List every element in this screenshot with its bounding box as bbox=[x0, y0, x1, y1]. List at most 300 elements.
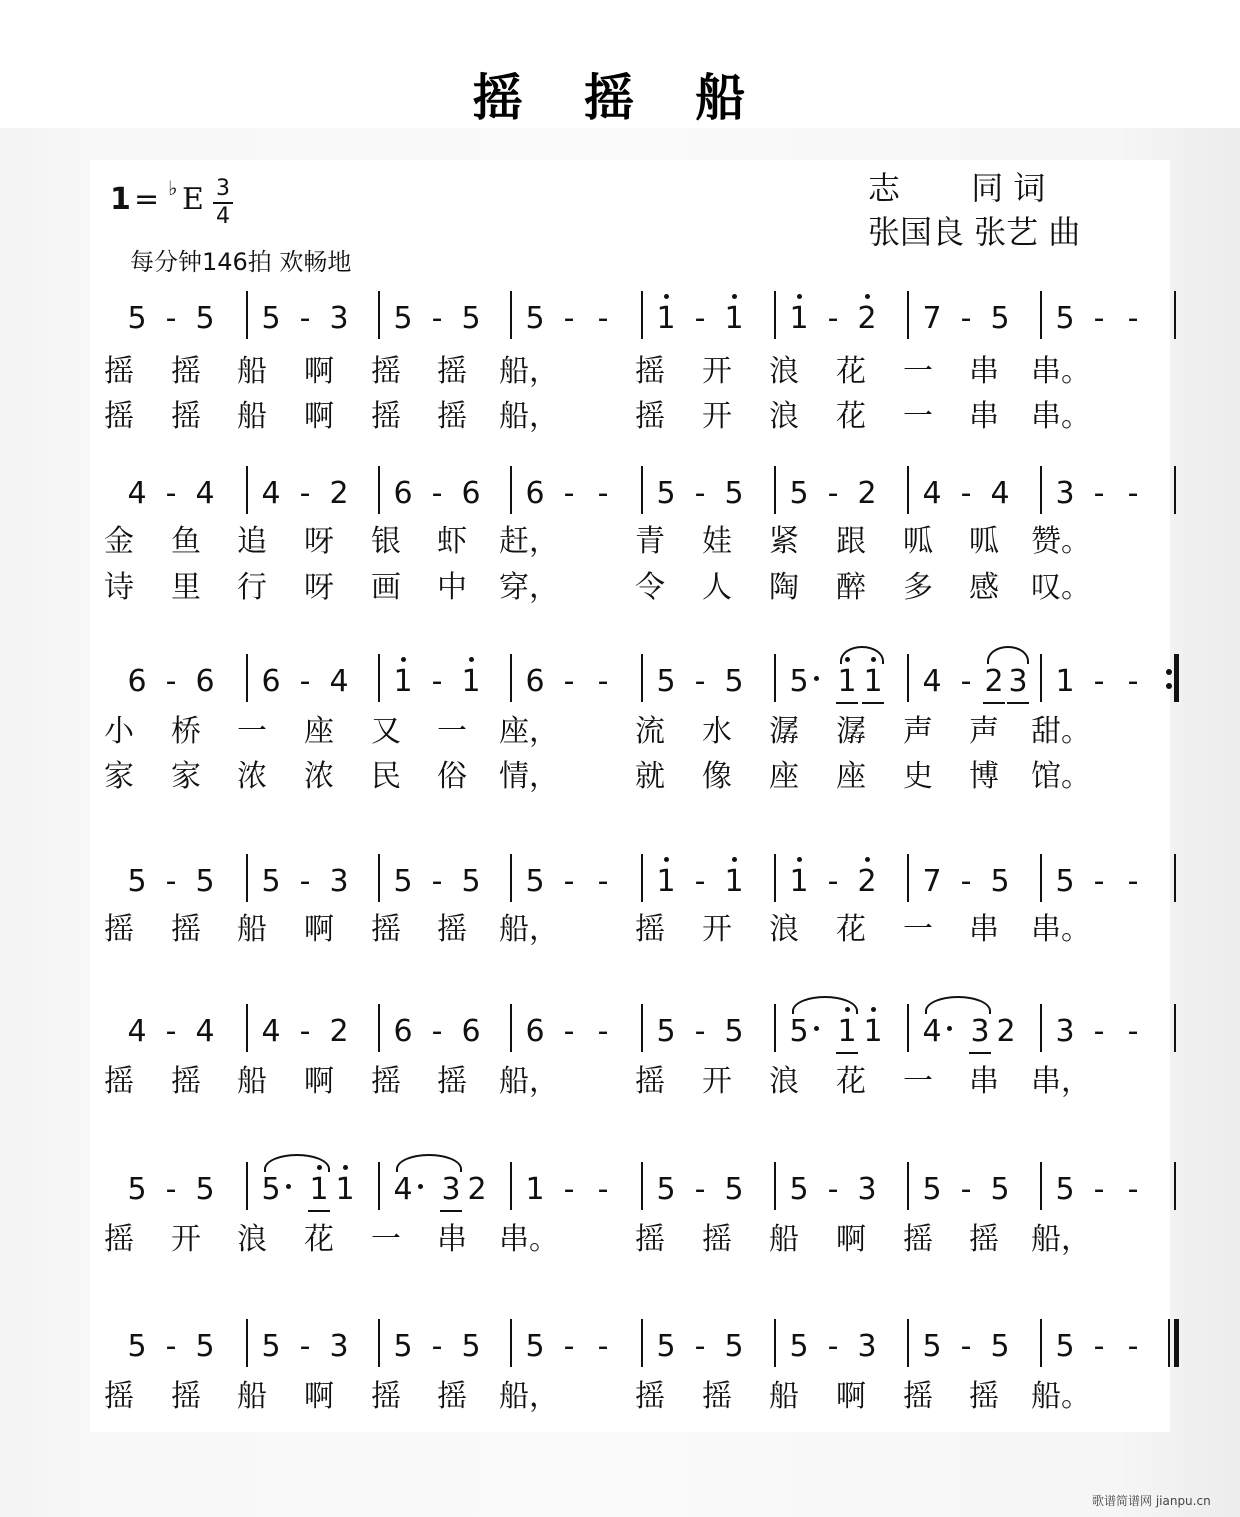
note: 5 bbox=[789, 1014, 809, 1049]
dash: - bbox=[597, 864, 609, 899]
barline bbox=[1040, 1319, 1042, 1367]
lyric-char: 船， bbox=[499, 1379, 559, 1414]
barline bbox=[1174, 466, 1176, 514]
dash: - bbox=[1127, 1014, 1139, 1049]
note: 1 bbox=[1055, 664, 1075, 699]
barline bbox=[641, 291, 643, 339]
note: 3 bbox=[857, 1172, 877, 1207]
lyric-char: 船， bbox=[499, 912, 559, 947]
note: 5 bbox=[195, 1329, 215, 1364]
note: 6 bbox=[461, 1014, 481, 1049]
high-octave-dot bbox=[343, 1165, 348, 1170]
barline bbox=[641, 1162, 643, 1210]
barline bbox=[510, 654, 512, 702]
note: 1 bbox=[308, 1170, 330, 1212]
lyric-char: 呱 bbox=[903, 524, 933, 559]
lyric-line bbox=[100, 1220, 1170, 1260]
dash: - bbox=[563, 664, 575, 699]
note: 3 bbox=[1055, 476, 1075, 511]
key-tonic: 1 bbox=[110, 182, 131, 217]
note: 5 bbox=[724, 1172, 744, 1207]
lyric-char: 家 bbox=[104, 759, 134, 794]
lyric-char: 摇 bbox=[104, 1064, 134, 1099]
lyric-char: 像 bbox=[702, 759, 732, 794]
note: 2 bbox=[329, 1014, 349, 1049]
lyric-char: 浓 bbox=[237, 759, 267, 794]
high-octave-dot bbox=[797, 857, 802, 862]
note: 4 bbox=[127, 1014, 147, 1049]
lyric-char: 串。 bbox=[499, 1222, 559, 1257]
dash: - bbox=[694, 1172, 706, 1207]
lyric-char: 船 bbox=[237, 1064, 267, 1099]
note: 5 bbox=[724, 1014, 744, 1049]
notation-line bbox=[100, 1168, 1170, 1220]
lyric-char: 摇 bbox=[437, 354, 467, 389]
note: 1 bbox=[655, 862, 677, 902]
barline bbox=[1040, 1162, 1042, 1210]
dash: - bbox=[563, 1172, 575, 1207]
augmentation-dot bbox=[814, 676, 819, 681]
dash: - bbox=[1093, 1329, 1105, 1364]
dash: - bbox=[694, 864, 706, 899]
dash: - bbox=[694, 664, 706, 699]
dash: - bbox=[1093, 1172, 1105, 1207]
lyric-char: 跟 bbox=[836, 524, 866, 559]
lyric-char: 人 bbox=[702, 570, 732, 605]
lyric-char: 啊 bbox=[304, 354, 334, 389]
note: 4 bbox=[393, 1172, 413, 1207]
lyric-char: 穿， bbox=[499, 570, 559, 605]
note: 3 bbox=[857, 1329, 877, 1364]
dash: - bbox=[299, 864, 311, 899]
dash: - bbox=[431, 664, 443, 699]
note: 5 bbox=[990, 301, 1010, 336]
lyric-char: 船 bbox=[237, 399, 267, 434]
note: 3 bbox=[440, 1170, 462, 1212]
lyric-char: 啊 bbox=[304, 399, 334, 434]
lyric-char: 花 bbox=[836, 399, 866, 434]
lyric-char: 开 bbox=[702, 399, 732, 434]
note: 5 bbox=[789, 1329, 809, 1364]
barline bbox=[1040, 1004, 1042, 1052]
key-letter: E bbox=[182, 182, 204, 217]
barline bbox=[378, 1162, 380, 1210]
note: 5 bbox=[789, 664, 809, 699]
lyric-line bbox=[100, 910, 1170, 950]
time-signature bbox=[212, 176, 234, 230]
lyric-char: 摇 bbox=[903, 1379, 933, 1414]
barline bbox=[510, 1004, 512, 1052]
lyric-char: 串 bbox=[969, 354, 999, 389]
note: 3 bbox=[1055, 1014, 1075, 1049]
dash: - bbox=[563, 1014, 575, 1049]
barline bbox=[1040, 466, 1042, 514]
lyric-char: 摇 bbox=[171, 1064, 201, 1099]
note: 1 bbox=[788, 862, 810, 902]
lyric-char: 赶， bbox=[499, 524, 559, 559]
barline bbox=[246, 654, 248, 702]
note: 3 bbox=[969, 1012, 991, 1054]
dash: - bbox=[165, 1329, 177, 1364]
note: 5 bbox=[525, 301, 545, 336]
note: 5 bbox=[656, 1172, 676, 1207]
dash: - bbox=[165, 1172, 177, 1207]
barline bbox=[1040, 654, 1042, 702]
lyric-char: 俗 bbox=[437, 759, 467, 794]
lyric-char: 开 bbox=[702, 354, 732, 389]
note: 5 bbox=[393, 301, 413, 336]
dash: - bbox=[431, 476, 443, 511]
note: 3 bbox=[329, 1329, 349, 1364]
lyric-char: 啊 bbox=[304, 1064, 334, 1099]
lyric-char: 追 bbox=[237, 524, 267, 559]
note: 5 bbox=[1055, 1329, 1075, 1364]
dash: - bbox=[597, 1172, 609, 1207]
lyric-char: 啊 bbox=[836, 1222, 866, 1257]
dash: - bbox=[431, 301, 443, 336]
barline bbox=[1040, 291, 1042, 339]
note: 1 bbox=[392, 662, 414, 702]
note: 6 bbox=[127, 664, 147, 699]
note: 5 bbox=[261, 1172, 281, 1207]
dash: - bbox=[960, 1172, 972, 1207]
dash: - bbox=[431, 1014, 443, 1049]
lyric-char: 摇 bbox=[635, 354, 665, 389]
lyric-line bbox=[100, 1062, 1170, 1102]
note: 2 bbox=[996, 1014, 1016, 1049]
repeat-dot bbox=[1166, 683, 1172, 689]
barline bbox=[1174, 291, 1176, 339]
dash: - bbox=[299, 1329, 311, 1364]
lyric-char: 船， bbox=[1031, 1222, 1091, 1257]
note: 1 bbox=[460, 662, 482, 702]
note: 5 bbox=[393, 1329, 413, 1364]
note: 1 bbox=[788, 299, 810, 339]
note: 1 bbox=[525, 1172, 545, 1207]
dash: - bbox=[597, 301, 609, 336]
note: 4 bbox=[990, 476, 1010, 511]
lyric-char: 摇 bbox=[371, 399, 401, 434]
note: 4 bbox=[127, 476, 147, 511]
lyric-char: 呱 bbox=[969, 524, 999, 559]
lyric-char: 开 bbox=[702, 912, 732, 947]
dash: - bbox=[1093, 664, 1105, 699]
dash: - bbox=[299, 664, 311, 699]
dash: - bbox=[1127, 476, 1139, 511]
lyric-char: 声 bbox=[969, 714, 999, 749]
lyric-char: 摇 bbox=[171, 1379, 201, 1414]
lyric-char: 一 bbox=[903, 354, 933, 389]
note: 3 bbox=[329, 301, 349, 336]
note: 5 bbox=[789, 1172, 809, 1207]
dash: - bbox=[960, 864, 972, 899]
augmentation-dot bbox=[418, 1184, 423, 1189]
key-equals: = bbox=[134, 182, 160, 217]
lyric-char: 陶 bbox=[769, 570, 799, 605]
barline bbox=[378, 854, 380, 902]
lyric-char: 摇 bbox=[969, 1222, 999, 1257]
dash: - bbox=[1093, 301, 1105, 336]
note: 5 bbox=[525, 864, 545, 899]
dash: - bbox=[165, 476, 177, 511]
note: 2 bbox=[857, 476, 877, 511]
lyric-char: 串 bbox=[969, 399, 999, 434]
dash: - bbox=[431, 864, 443, 899]
lyric-char: 浪 bbox=[237, 1222, 267, 1257]
lyric-char: 开 bbox=[702, 1064, 732, 1099]
time-numerator: 3 bbox=[216, 176, 230, 201]
lyric-line bbox=[100, 397, 1170, 437]
dash: - bbox=[694, 1014, 706, 1049]
lyric-char: 摇 bbox=[437, 912, 467, 947]
high-octave-dot bbox=[865, 857, 870, 862]
high-octave-dot bbox=[797, 294, 802, 299]
lyric-char: 摇 bbox=[437, 1379, 467, 1414]
lyric-line bbox=[100, 1377, 1170, 1417]
barline bbox=[907, 1004, 909, 1052]
dash: - bbox=[563, 864, 575, 899]
high-octave-dot bbox=[664, 857, 669, 862]
dash: - bbox=[1127, 664, 1139, 699]
barline bbox=[510, 1162, 512, 1210]
composer-credit: 张国良 张艺 曲 bbox=[868, 213, 1081, 251]
lyric-char: 船， bbox=[499, 399, 559, 434]
high-octave-dot bbox=[664, 294, 669, 299]
dash: - bbox=[960, 301, 972, 336]
lyric-line bbox=[100, 757, 1170, 797]
lyric-char: 浪 bbox=[769, 354, 799, 389]
lyric-char: 船。 bbox=[1031, 1379, 1091, 1414]
note: 6 bbox=[393, 1014, 413, 1049]
barline bbox=[907, 854, 909, 902]
lyric-char: 青 bbox=[635, 524, 665, 559]
notation-line bbox=[100, 1325, 1170, 1377]
dash: - bbox=[165, 1014, 177, 1049]
dash: - bbox=[165, 864, 177, 899]
lyric-char: 声 bbox=[903, 714, 933, 749]
dash: - bbox=[597, 1014, 609, 1049]
note: 5 bbox=[127, 1329, 147, 1364]
lyric-line bbox=[100, 568, 1170, 608]
barline bbox=[510, 854, 512, 902]
high-octave-dot bbox=[865, 294, 870, 299]
notation-line bbox=[100, 1010, 1170, 1062]
flat-sign: ♭ bbox=[168, 176, 178, 200]
barline bbox=[246, 291, 248, 339]
lyric-char: 摇 bbox=[635, 1379, 665, 1414]
note: 5 bbox=[656, 1014, 676, 1049]
lyric-char: 金 bbox=[104, 524, 134, 559]
barline bbox=[774, 654, 776, 702]
augmentation-dot bbox=[286, 1184, 291, 1189]
dash: - bbox=[827, 1329, 839, 1364]
lyric-char: 摇 bbox=[635, 399, 665, 434]
lyric-char: 摇 bbox=[903, 1222, 933, 1257]
lyric-char: 摇 bbox=[371, 354, 401, 389]
lyric-char: 紧 bbox=[769, 524, 799, 559]
lyric-char: 船， bbox=[499, 354, 559, 389]
note: 4 bbox=[261, 476, 281, 511]
dash: - bbox=[960, 1329, 972, 1364]
dash: - bbox=[431, 1329, 443, 1364]
note: 5 bbox=[656, 1329, 676, 1364]
note: 2 bbox=[329, 476, 349, 511]
note: 2 bbox=[983, 662, 1005, 704]
note: 6 bbox=[261, 664, 281, 699]
note: 6 bbox=[525, 476, 545, 511]
lyric-char: 摇 bbox=[437, 1064, 467, 1099]
lyric-line bbox=[100, 522, 1170, 562]
barline bbox=[641, 466, 643, 514]
barline bbox=[378, 1319, 380, 1367]
lyric-char: 鱼 bbox=[171, 524, 201, 559]
lyric-char: 摇 bbox=[702, 1222, 732, 1257]
notation-line bbox=[100, 660, 1170, 712]
note: 5 bbox=[261, 1329, 281, 1364]
note: 1 bbox=[723, 862, 745, 902]
barline bbox=[1174, 1162, 1176, 1210]
dash: - bbox=[299, 1014, 311, 1049]
dash: - bbox=[1127, 1329, 1139, 1364]
note: 5 bbox=[656, 476, 676, 511]
lyric-char: 花 bbox=[836, 912, 866, 947]
lyric-char: 浪 bbox=[769, 1064, 799, 1099]
site-watermark: 歌谱简谱网 jianpu.cn bbox=[1092, 1494, 1211, 1508]
lyric-char: 令 bbox=[635, 570, 665, 605]
lyric-char: 船， bbox=[499, 1064, 559, 1099]
lyric-char: 银 bbox=[371, 524, 401, 559]
lyric-char: 船 bbox=[237, 912, 267, 947]
note: 5 bbox=[127, 1172, 147, 1207]
lyric-char: 浓 bbox=[304, 759, 334, 794]
note: 5 bbox=[990, 864, 1010, 899]
note: 6 bbox=[195, 664, 215, 699]
note: 5 bbox=[261, 864, 281, 899]
augmentation-dot bbox=[814, 1026, 819, 1031]
lyric-char: 家 bbox=[171, 759, 201, 794]
lyric-char: 摇 bbox=[702, 1379, 732, 1414]
note: 1 bbox=[836, 662, 858, 704]
note: 5 bbox=[922, 1172, 942, 1207]
notation-line bbox=[100, 297, 1170, 349]
dash: - bbox=[1093, 476, 1105, 511]
note: 4 bbox=[195, 476, 215, 511]
lyric-char: 摇 bbox=[371, 1064, 401, 1099]
time-denominator: 4 bbox=[216, 204, 230, 229]
lyric-char: 座 bbox=[836, 759, 866, 794]
lyric-char: 赞。 bbox=[1031, 524, 1091, 559]
lyric-char: 娃 bbox=[702, 524, 732, 559]
note: 5 bbox=[922, 1329, 942, 1364]
barline bbox=[378, 654, 380, 702]
note: 1 bbox=[723, 299, 745, 339]
lyric-char: 一 bbox=[903, 1064, 933, 1099]
note: 7 bbox=[922, 301, 942, 336]
note: 1 bbox=[836, 1012, 858, 1054]
lyric-char: 民 bbox=[371, 759, 401, 794]
note: 4 bbox=[261, 1014, 281, 1049]
dash: - bbox=[299, 476, 311, 511]
lyric-char: 馆。 bbox=[1031, 759, 1091, 794]
note: 6 bbox=[525, 664, 545, 699]
dash: - bbox=[563, 1329, 575, 1364]
dash: - bbox=[1093, 864, 1105, 899]
dash: - bbox=[563, 301, 575, 336]
note: 5 bbox=[990, 1172, 1010, 1207]
note: 4 bbox=[922, 1014, 942, 1049]
note: 2 bbox=[856, 862, 878, 902]
barline bbox=[378, 1004, 380, 1052]
barline bbox=[641, 654, 643, 702]
lyric-char: 摇 bbox=[104, 1222, 134, 1257]
lyric-char: 一 bbox=[903, 399, 933, 434]
note: 5 bbox=[195, 1172, 215, 1207]
lyric-char: 船 bbox=[237, 1379, 267, 1414]
barline bbox=[378, 291, 380, 339]
barline bbox=[641, 1004, 643, 1052]
barline bbox=[774, 466, 776, 514]
lyric-char: 摇 bbox=[371, 1379, 401, 1414]
lyric-char: 串。 bbox=[1031, 399, 1091, 434]
note: 1 bbox=[334, 1170, 356, 1210]
lyric-char: 呀 bbox=[304, 524, 334, 559]
dash: - bbox=[827, 864, 839, 899]
lyric-char: 潺 bbox=[836, 714, 866, 749]
lyric-char: 诗 bbox=[104, 570, 134, 605]
lyric-char: 就 bbox=[635, 759, 665, 794]
dash: - bbox=[165, 664, 177, 699]
lyric-char: 一 bbox=[437, 714, 467, 749]
note: 5 bbox=[724, 664, 744, 699]
note: 2 bbox=[856, 299, 878, 339]
lyric-char: 花 bbox=[836, 354, 866, 389]
note: 1 bbox=[862, 1012, 884, 1052]
barline bbox=[1174, 1004, 1176, 1052]
lyric-char: 摇 bbox=[371, 912, 401, 947]
high-octave-dot bbox=[732, 294, 737, 299]
lyric-char: 潺 bbox=[769, 714, 799, 749]
barline bbox=[907, 466, 909, 514]
note: 3 bbox=[1007, 662, 1029, 704]
note: 5 bbox=[461, 301, 481, 336]
barline bbox=[774, 1004, 776, 1052]
barline bbox=[510, 1319, 512, 1367]
barline bbox=[641, 1319, 643, 1367]
lyric-char: 醉 bbox=[836, 570, 866, 605]
lyric-char: 桥 bbox=[171, 714, 201, 749]
barline bbox=[510, 291, 512, 339]
note: 5 bbox=[1055, 1172, 1075, 1207]
dash: - bbox=[960, 476, 972, 511]
lyric-char: 摇 bbox=[171, 399, 201, 434]
dash: - bbox=[597, 664, 609, 699]
dash: - bbox=[165, 301, 177, 336]
tempo-marking: 每分钟146拍 欢畅地 bbox=[130, 248, 352, 276]
note: 5 bbox=[127, 301, 147, 336]
high-octave-dot bbox=[732, 857, 737, 862]
dash: - bbox=[1127, 1172, 1139, 1207]
lyric-char: 小 bbox=[104, 714, 134, 749]
lyric-char: 流 bbox=[635, 714, 665, 749]
note: 5 bbox=[990, 1329, 1010, 1364]
final-barline bbox=[1174, 1319, 1179, 1367]
lyric-char: 摇 bbox=[104, 1379, 134, 1414]
lyric-char: 串。 bbox=[1031, 912, 1091, 947]
note: 5 bbox=[393, 864, 413, 899]
barline bbox=[774, 854, 776, 902]
lyric-char: 串 bbox=[437, 1222, 467, 1257]
note: 7 bbox=[922, 864, 942, 899]
